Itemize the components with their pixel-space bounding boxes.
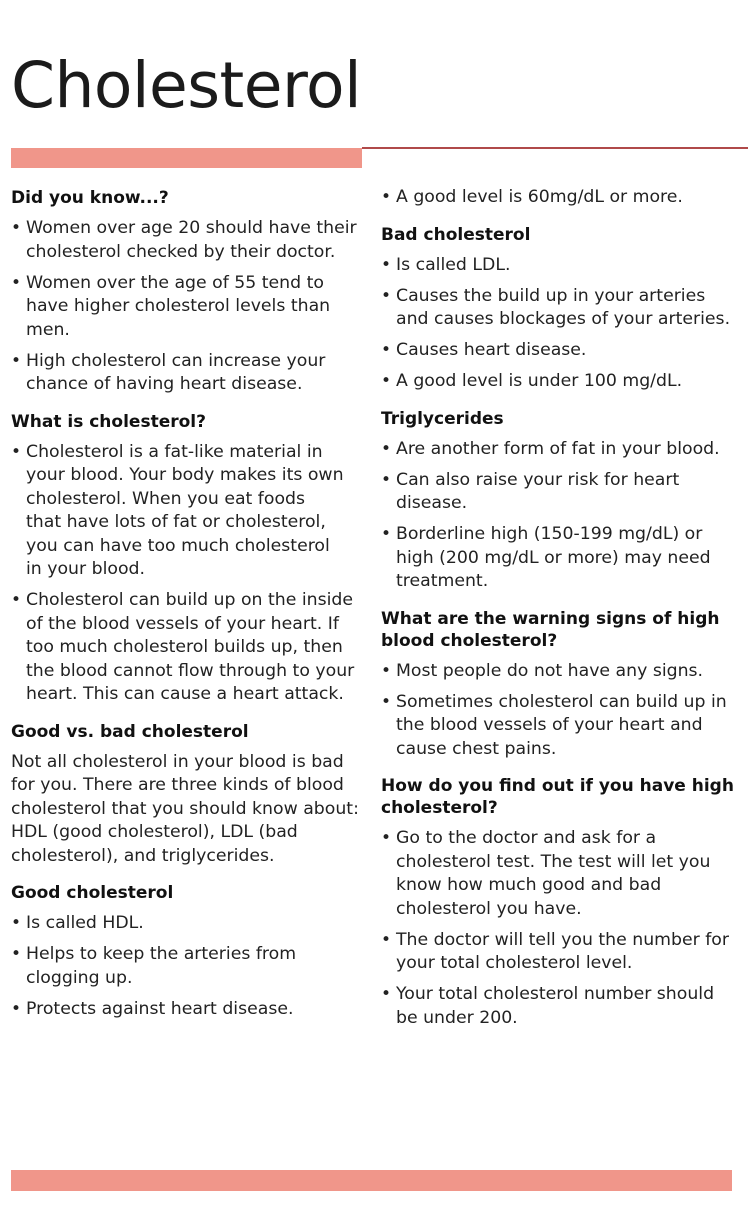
list-item: • Cholesterol is a fat-like material in your blood. Your body makes its own cholesterol. When you eat foods that have lots of fat or cholesterol, you can have too much cholesterol in your blood. [11, 441, 363, 582]
left-column [11, 187, 363, 1029]
bad-cholesterol-heading: Bad cholesterol [381, 224, 531, 245]
list-item: • Most people do not have any signs. [381, 660, 741, 684]
what-is-heading: What is cholesterol? [11, 411, 206, 432]
triglycerides-section [381, 408, 741, 594]
list-item: • Go to the doctor and ask for a cholesterol test. The test will let you know how much good and bad cholesterol you have. [381, 827, 741, 921]
find-out-heading: How do you find out if you have high cholesterol? [381, 776, 734, 818]
did-you-know-section [11, 187, 363, 397]
good-cholesterol-section [11, 882, 363, 1021]
find-out-section [381, 775, 741, 1030]
list-item: • High cholesterol can increase your chance of having heart disease. [11, 350, 363, 397]
good-cholesterol-heading: Good cholesterol [11, 883, 174, 903]
right-column [381, 186, 741, 1038]
list-item: • Are another form of fat in your blood. [381, 438, 741, 462]
list-item: • Borderline high (150-199 mg/dL) or high (200 mg/dL or more) may need treatment. [381, 523, 741, 594]
list-item: • Cholesterol can build up on the inside of the blood vessels of your heart. If too much cholesterol builds up, then the blood cannot flow through to your heart. This can cause a heart attack. [11, 589, 363, 707]
list-item: • Causes heart disease. [381, 339, 741, 363]
list-item: • Can also raise your risk for heart disease. [381, 469, 741, 516]
list-item: • A good level is under 100 mg/dL. [381, 370, 741, 394]
warning-signs-section [381, 608, 741, 762]
list-item: • Sometimes cholesterol can build up in the blood vessels of your heart and cause chest pains. [381, 691, 741, 762]
warning-signs-heading: What are the warning signs of high blood cholesterol? [381, 608, 720, 651]
list-item: • Your total cholesterol number should be under 200. [381, 983, 741, 1030]
list-item: • A good level is 60mg/dL or more. [381, 186, 741, 210]
list-item: • Protects against heart disease. [11, 998, 363, 1022]
list-item: • Is called HDL. [11, 912, 363, 936]
what-is-list [11, 441, 363, 707]
title-accent-bar [11, 148, 362, 168]
warning-signs-list [381, 660, 741, 762]
list-item: • Helps to keep the arteries from clogging up. [11, 943, 363, 990]
list-item: • Women over age 20 should have their cholesterol checked by their doctor. [11, 217, 363, 264]
find-out-list [381, 827, 741, 1030]
list-item: • Is called LDL. [381, 254, 741, 278]
good-vs-bad-section [11, 721, 363, 869]
good-cholesterol-continued-list [381, 186, 741, 210]
did-you-know-heading: Did you know...? [11, 188, 169, 208]
good-cholesterol-list [11, 912, 363, 1021]
title-rule-line [362, 147, 748, 149]
list-item: • Women over the age of 55 tend to have higher cholesterol levels than men. [11, 272, 363, 343]
good-vs-bad-heading: Good vs. bad cholesterol [11, 721, 249, 742]
triglycerides-heading: Triglycerides [381, 408, 504, 429]
good-vs-bad-paragraph: Not all cholesterol in your blood is bad for you. There are three kinds of blood cholesterol that you should know about: HDL (good cholesterol), LDL (bad cholesterol), and triglycerides. [11, 751, 359, 866]
list-item: • The doctor will tell you the number for your total cholesterol level. [381, 929, 741, 976]
triglycerides-list [381, 438, 741, 594]
did-you-know-list [11, 217, 363, 397]
page-title: Cholesterol [11, 49, 362, 122]
list-item: • Causes the build up in your arteries and causes blockages of your arteries. [381, 285, 741, 332]
footer-accent-bar [11, 1170, 732, 1191]
bad-cholesterol-list [381, 254, 741, 394]
bad-cholesterol-section [381, 224, 741, 394]
what-is-section [11, 411, 363, 707]
